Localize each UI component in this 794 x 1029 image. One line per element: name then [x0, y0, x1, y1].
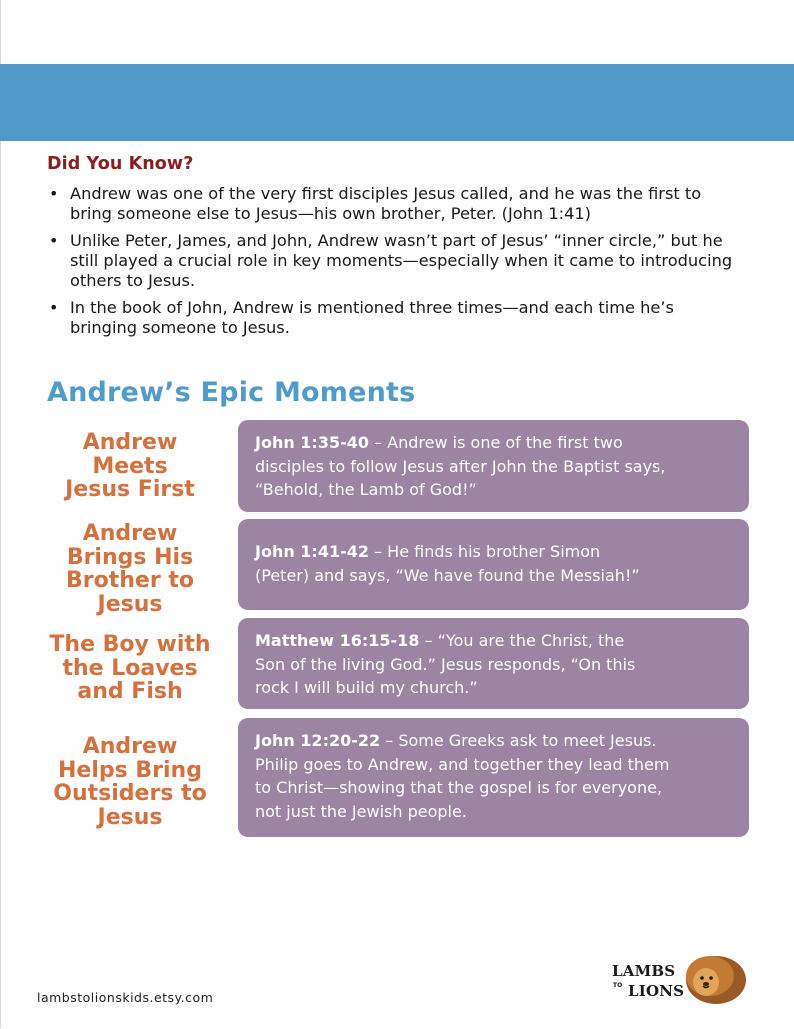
- facts-list: [47, 184, 747, 345]
- fact-line: still played a crucial role in key moments—especially when it came to introducing: [70, 251, 733, 270]
- fact-line: Unlike Peter, James, and John, Andrew wasn’t part of Jesus’ “inner circle,” but he: [70, 231, 723, 250]
- moment-label: [30, 522, 230, 616]
- fact-line: In the book of John, Andrew is mentioned three times—and each time he’s: [70, 298, 674, 317]
- header-band: [0, 64, 794, 141]
- logo-word-lambs: LAMBS: [612, 962, 676, 980]
- moment-label-line: Andrew: [82, 430, 178, 455]
- moment-card: [238, 420, 749, 512]
- moment-label-line: Jesus: [97, 591, 163, 617]
- moment-text: – “You are the Christ, the: [419, 631, 625, 650]
- scripture-reference: John 1:41-42: [255, 542, 369, 561]
- logo-word-lions: LIONS: [628, 982, 685, 1000]
- fact-line: bringing someone to Jesus.: [70, 318, 290, 337]
- moment-line: rock I will build my church.”: [255, 678, 478, 697]
- moment-label-line: The Boy with: [49, 632, 211, 657]
- fact-line: others to Jesus.: [70, 271, 196, 290]
- moment-line: not just the Jewish people.: [255, 801, 467, 821]
- moment-label-line: Jesus First: [65, 477, 195, 502]
- lion-head-icon: [680, 952, 748, 1006]
- moment-card: [238, 718, 749, 837]
- moment-line: [255, 629, 735, 653]
- moment-label-line: and Fish: [77, 679, 183, 704]
- scripture-reference: Matthew 16:15-18: [255, 631, 420, 650]
- bullet-icon: •: [49, 298, 59, 317]
- logo-word-to: TO: [613, 982, 623, 989]
- moment-line: [255, 540, 735, 564]
- moment-line: [255, 431, 735, 455]
- moment-label-line: Andrew: [82, 521, 178, 546]
- fact-item: [47, 298, 747, 338]
- moment-label-line: Brother to: [66, 568, 194, 593]
- scripture-reference: John 12:20-22: [255, 731, 381, 750]
- moment-label-line: Meets: [92, 453, 168, 479]
- lambs-to-lions-logo: [610, 952, 750, 1006]
- moment-label: [30, 431, 230, 502]
- moment-label-line: the Loaves: [62, 655, 198, 681]
- moment-label-line: Jesus: [97, 804, 163, 830]
- moment-line: Philip goes to Andrew, and together they lead them: [255, 754, 670, 774]
- fact-line: Andrew was one of the very first disciples Jesus called, and he was the first to: [70, 184, 702, 203]
- scripture-reference: John 1:35-40: [255, 433, 369, 452]
- moment-label-line: Helps Bring: [58, 757, 202, 783]
- moment-line: disciples to follow Jesus after John the Baptist says,: [255, 456, 666, 476]
- moment-line: to Christ—showing that the gospel is for everyone,: [255, 778, 663, 797]
- moment-line: Son of the living God.” Jesus responds, “On this: [255, 654, 636, 674]
- epic-moments-heading: Andrew’s Epic Moments: [47, 377, 416, 408]
- did-you-know-heading: Did You Know?: [47, 154, 194, 174]
- moment-label: [30, 735, 230, 829]
- fact-item: [47, 184, 747, 224]
- moment-line: [255, 729, 735, 753]
- moment-label-line: Outsiders to: [53, 781, 207, 806]
- etsy-shop-url: lambstolionskids.etsy.com: [37, 990, 214, 1005]
- bullet-icon: •: [49, 184, 59, 203]
- moment-card: [238, 618, 749, 709]
- moment-label-line: Andrew: [82, 734, 178, 759]
- fact-item: [47, 231, 747, 291]
- fact-line: bring someone else to Jesus—his own brother, Peter. (John 1:41): [70, 204, 591, 223]
- moment-line: “Behold, the Lamb of God!”: [255, 480, 477, 499]
- moment-line: (Peter) and says, “We have found the Messiah!”: [255, 565, 640, 585]
- moment-label-line: Brings His: [66, 544, 194, 570]
- moment-label: [30, 633, 230, 704]
- bullet-icon: •: [49, 231, 59, 250]
- moment-text: – He finds his brother Simon: [369, 542, 601, 561]
- moment-text: – Andrew is one of the first two: [369, 433, 623, 452]
- moment-text: – Some Greeks ask to meet Jesus.: [380, 731, 657, 750]
- moment-card: [238, 519, 749, 610]
